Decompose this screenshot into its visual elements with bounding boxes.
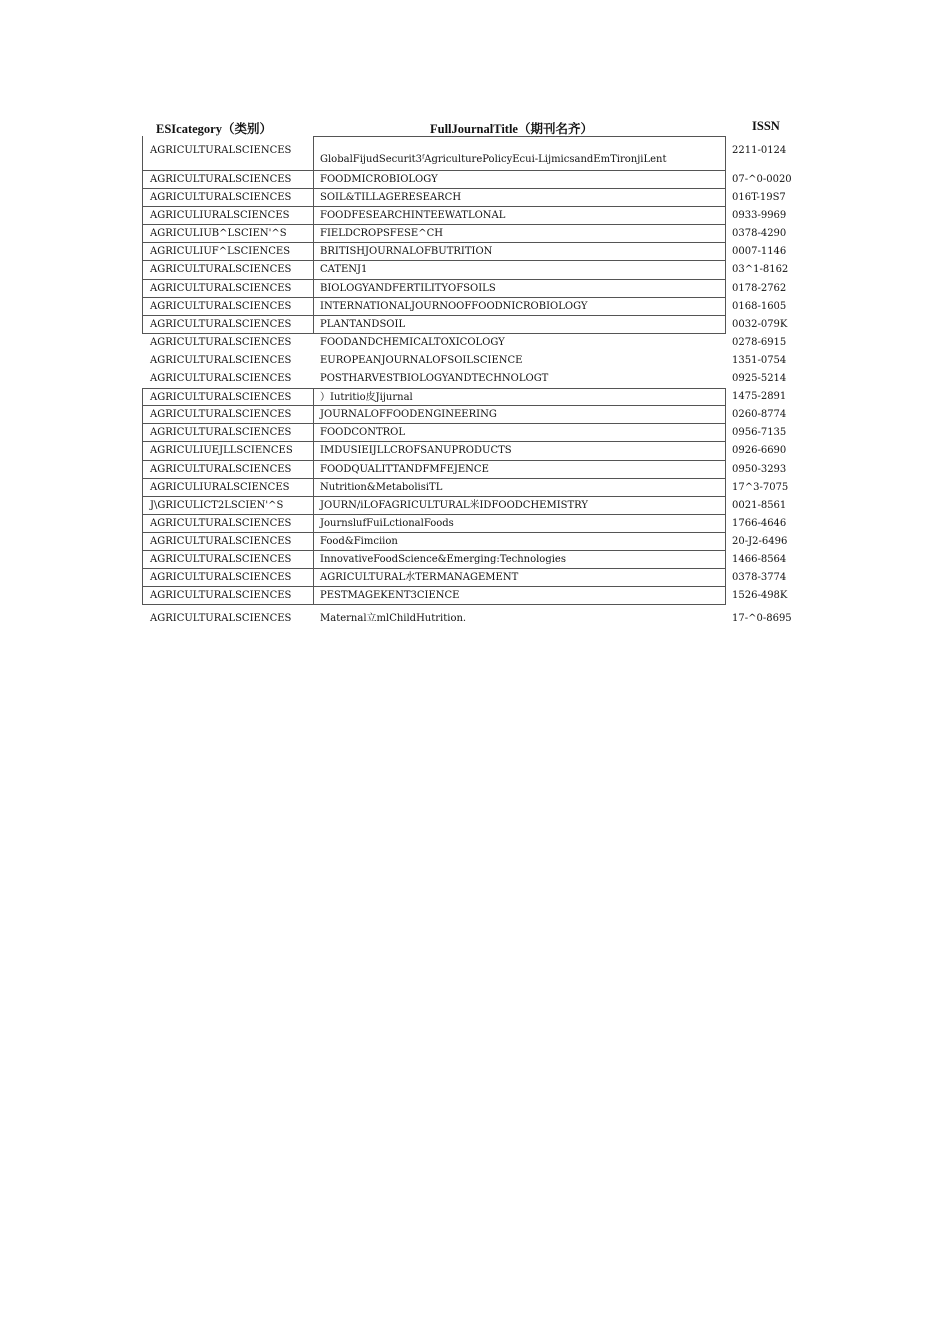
journal-table xyxy=(142,117,802,630)
issn-cell: 03^1-8162 xyxy=(732,264,789,276)
issn-cell: 1351-0754 xyxy=(732,354,787,366)
table-row xyxy=(142,316,802,334)
table-row xyxy=(142,461,802,479)
issn-cell: 0032-079K xyxy=(732,318,788,330)
issn-cell: 20-J2-6496 xyxy=(732,535,788,547)
category-cell: AGRICULIUB^LSCIEN'^S xyxy=(142,225,313,243)
journal-title-cell: Nutrition&MetabolisiTL xyxy=(313,479,726,497)
issn-cell: 0378-3774 xyxy=(732,572,787,584)
category-cell: AGRICULTURALSCIENCES xyxy=(142,261,313,279)
issn-cell: 0260-8774 xyxy=(732,409,787,421)
table-row xyxy=(142,551,802,569)
table-row xyxy=(142,261,802,279)
category-cell: AGRICULIURALSCIENCES xyxy=(142,479,313,497)
category-cell: AGRICULTURALSCIENCES xyxy=(142,298,313,316)
issn-cell: 0007-1146 xyxy=(732,246,787,258)
table-row xyxy=(142,608,802,630)
issn-cell: 016T-19S7 xyxy=(732,192,786,204)
issn-cell: 0926-6690 xyxy=(732,445,787,457)
category-cell: AGRICULIUF^LSCIENCES xyxy=(142,243,313,261)
category-cell: J\GRICULICT2LSCIEN'^S xyxy=(142,497,313,515)
table-header xyxy=(142,117,802,136)
journal-title-cell: Food&Fimciion xyxy=(313,533,726,551)
table-row xyxy=(142,370,802,388)
journal-title-cell: BRITISHJOURNALOFBUTRITION xyxy=(313,243,726,261)
journal-title-cell: POSTHARVESTBIOLOGYANDTECHNOLOGT xyxy=(320,373,549,385)
journal-title-cell: PLANTANDSOIL xyxy=(313,316,726,334)
category-cell: AGRICULTURALSCIENCES xyxy=(142,515,313,533)
table-row xyxy=(142,497,802,515)
issn-cell: 1766-4646 xyxy=(732,517,787,529)
journal-title-cell: FIELDCROPSFESE^CH xyxy=(313,225,726,243)
table-row xyxy=(142,334,802,352)
header-title: FullJournalTitle（期刊名齐） xyxy=(430,122,593,136)
header-category: ESIcategory（类别） xyxy=(156,122,272,136)
journal-title-cell: AGRICULTURAL⽔TERMANAGEMENT xyxy=(313,569,726,587)
issn-cell: 0178-2762 xyxy=(732,282,787,294)
category-cell: AGRICULIUEJLLSCIENCES xyxy=(142,442,313,460)
journal-title-cell: FOODCONTROL xyxy=(313,424,726,442)
journal-title-cell: JOURNALOFFOODENGINEERING xyxy=(313,406,726,424)
category-cell: AGRICULTURALSCIENCES xyxy=(150,373,292,385)
journal-title-cell: FOODQUALITTANDFMFEJENCE xyxy=(313,461,726,479)
journal-title-cell: IMDUSIEIJLLCROFSANUPRODUCTS xyxy=(313,442,726,460)
journal-title-cell: ）Iutritio⽪Jijurnal xyxy=(313,388,726,406)
table-row xyxy=(142,569,802,587)
category-cell: AGRICULTURALSCIENCES xyxy=(150,613,292,625)
category-cell: AGRICULTURALSCIENCES xyxy=(142,587,313,605)
journal-title-cell: JournslufFuiLctionalFoods xyxy=(313,515,726,533)
table-row xyxy=(142,207,802,225)
journal-title-cell: PESTMAGEKENT3CIENCE xyxy=(313,587,726,605)
issn-cell: 2211-0124 xyxy=(732,145,787,156)
table-row xyxy=(142,298,802,316)
table-body xyxy=(142,136,802,630)
issn-cell: 0168-1605 xyxy=(732,300,787,312)
table-row xyxy=(142,479,802,497)
table-row xyxy=(142,442,802,460)
category-cell: AGRICULTURALSCIENCES xyxy=(142,406,313,424)
issn-cell: 1526-498K xyxy=(732,590,788,602)
table-row xyxy=(142,189,802,207)
journal-title-cell: FOODANDCHEMICALTOXICOLOGY xyxy=(320,336,505,348)
table-row xyxy=(142,243,802,261)
table-row xyxy=(142,406,802,424)
table-row xyxy=(142,225,802,243)
journal-title-cell: JOURN/iLOFAGRICULTURAL⽶IDFOODCHEMISTRY xyxy=(313,497,726,515)
journal-title-cell: INTERNATIONALJOURNOOFFOODNICROBIOLOGY xyxy=(313,298,726,316)
issn-cell: 0950-3293 xyxy=(732,463,787,475)
issn-cell: 0933-9969 xyxy=(732,210,787,222)
category-cell: AGRICULTURALSCIENCES xyxy=(142,388,313,406)
category-cell: AGRICULTURALSCIENCES xyxy=(142,551,313,569)
category-cell: AGRICULTURALSCIENCES xyxy=(142,280,313,298)
issn-cell: 07-^0-0020 xyxy=(732,174,792,185)
journal-title-cell: SOIL&TILLAGERESEARCH xyxy=(313,189,726,207)
issn-cell: 17^3-7075 xyxy=(732,481,789,493)
table-row xyxy=(142,136,802,171)
issn-cell: 0021-8561 xyxy=(732,499,787,511)
category-cell: AGRICULTURALSCIENCES xyxy=(142,533,313,551)
category-cell: AGRICULTURALSCIENCES xyxy=(142,424,313,442)
journal-title-cell: FOODFESEARCHINTEEWATLONAL xyxy=(313,207,726,225)
issn-cell: 0278-6915 xyxy=(732,336,787,348)
journal-title-cell: GlobalFijudSecurit3ᶠAgriculturePolicyEcui-LijmicsandEmTironjiLent xyxy=(313,136,726,171)
table-row xyxy=(142,533,802,551)
issn-cell: 1466-8564 xyxy=(732,553,787,565)
header-issn: ISSN xyxy=(752,119,780,133)
journal-title-cell: InnovativeFoodScience&Emerging:Technologies xyxy=(313,551,726,569)
journal-title-cell: BIOLOGYANDFERTILITYOFSOILS xyxy=(313,280,726,298)
journal-title-cell: Maternal⽴mlChildHutrition. xyxy=(320,613,467,625)
journal-title-cell: FOODMICROBIOLOGY xyxy=(313,171,726,189)
category-cell: AGRICULTURALSCIENCES xyxy=(142,461,313,479)
journal-title-cell: CATENJ1 xyxy=(313,261,726,279)
issn-cell: 1475-2891 xyxy=(732,391,787,403)
journal-title-cell: EUROPEANJOURNALOFSOILSCIENCE xyxy=(320,354,523,366)
issn-cell: 0378-4290 xyxy=(732,228,787,240)
issn-cell: 0956-7135 xyxy=(732,427,787,439)
category-cell: AGRICULTURALSCIENCES xyxy=(150,354,292,366)
category-cell: AGRICULTURALSCIENCES xyxy=(150,336,292,348)
category-cell: AGRICULTURALSCIENCES xyxy=(142,316,313,334)
category-cell: AGRICULTURALSCIENCES xyxy=(142,569,313,587)
table-row xyxy=(142,280,802,298)
category-cell: AGRICULTURALSCIENCES xyxy=(142,189,313,207)
category-cell: AGRICULTURALSCIENCES xyxy=(142,171,313,189)
table-row xyxy=(142,388,802,406)
table-row xyxy=(142,424,802,442)
table-row xyxy=(142,515,802,533)
issn-cell: 17-^0-8695 xyxy=(732,613,792,625)
category-cell: AGRICULTURALSCIENCES xyxy=(142,136,313,171)
table-row xyxy=(142,352,802,370)
table-row xyxy=(142,171,802,189)
category-cell: AGRICULIURALSCIENCES xyxy=(142,207,313,225)
issn-cell: 0925-5214 xyxy=(732,373,787,385)
table-row xyxy=(142,587,802,605)
